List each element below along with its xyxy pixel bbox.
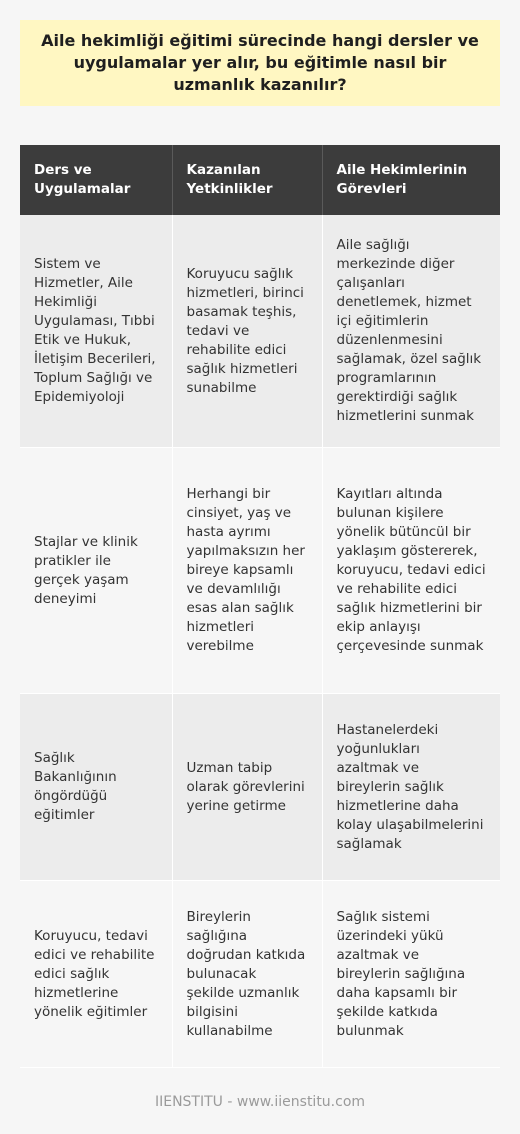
table-header-row [20,145,500,215]
table-cell-courses: Stajlar ve klinik pratikler ile gerçek yaşam deneyimi [20,448,172,694]
column-header-courses: Ders ve Uygulamalar [20,145,172,215]
column-header-duties: Aile Hekimlerinin Görevleri [322,145,500,215]
title-banner [20,20,500,106]
table-cell-competencies: Koruyucu sağlık hizmetleri, birinci basamak teşhis, tedavi ve rehabilite edici sağlık hizmetleri sunabilme [172,215,322,448]
table-row [20,694,500,881]
table-row [20,215,500,448]
table-cell-competencies: Bireylerin sağlığına doğrudan katkıda bulunacak şekilde uzmanlık bilgisini kullanabilme [172,881,322,1068]
table-cell-duties: Hastanelerdeki yoğunlukları azaltmak ve bireylerin sağlık hizmetlerine daha kolay ulaşabilmelerini sağlamak [322,694,500,881]
footer-source: IIENSTITU - www.iienstitu.com [154,1094,366,1110]
table-cell-duties: Kayıtları altında bulunan kişilere yönelik bütüncül bir yaklaşım göstererek, koruyucu, tedavi edici ve rehabilite edici sağlık hizmetlerini bir ekip anlayışı çerçevesinde sunmak [322,448,500,694]
table-cell-courses: Sistem ve Hizmetler, Aile Hekimliği Uygulaması, Tıbbi Etik ve Hukuk, İletişim Becerileri, Toplum Sağlığı ve Epidemiyoloji [20,215,172,448]
table-cell-duties: Sağlık sistemi üzerindeki yükü azaltmak ve bireylerin sağlığına daha kapsamlı bir şekilde katkıda bulunmak [322,881,500,1068]
table-row [20,881,500,1068]
table-row [20,448,500,694]
table-cell-competencies: Herhangi bir cinsiyet, yaş ve hasta ayrımı yapılmaksızın her bireye kapsamlı ve devamlılığı esas alan sağlık hizmetleri verebilme [172,448,322,694]
table-cell-competencies: Uzman tabip olarak görevlerini yerine getirme [172,694,322,881]
table-cell-duties: Aile sağlığı merkezinde diğer çalışanları denetlemek, hizmet içi eğitimlerin düzenlenmesini sağlamak, özel sağlık programlarının gerektirdiği sağlık hizmetlerini sunmak [322,215,500,448]
table-cell-courses: Sağlık Bakanlığının öngördüğü eğitimler [20,694,172,881]
curriculum-table [20,145,500,1068]
page-title: Aile hekimliği eğitimi sürecinde hangi dersler ve uygulamalar yer alır, bu eğitimle nasıl bir uzmanlık kazanılır? [41,31,479,94]
column-header-competencies: Kazanılan Yetkinlikler [172,145,322,215]
table-cell-courses: Koruyucu, tedavi edici ve rehabilite edici sağlık hizmetlerine yönelik eğitimler [20,881,172,1068]
